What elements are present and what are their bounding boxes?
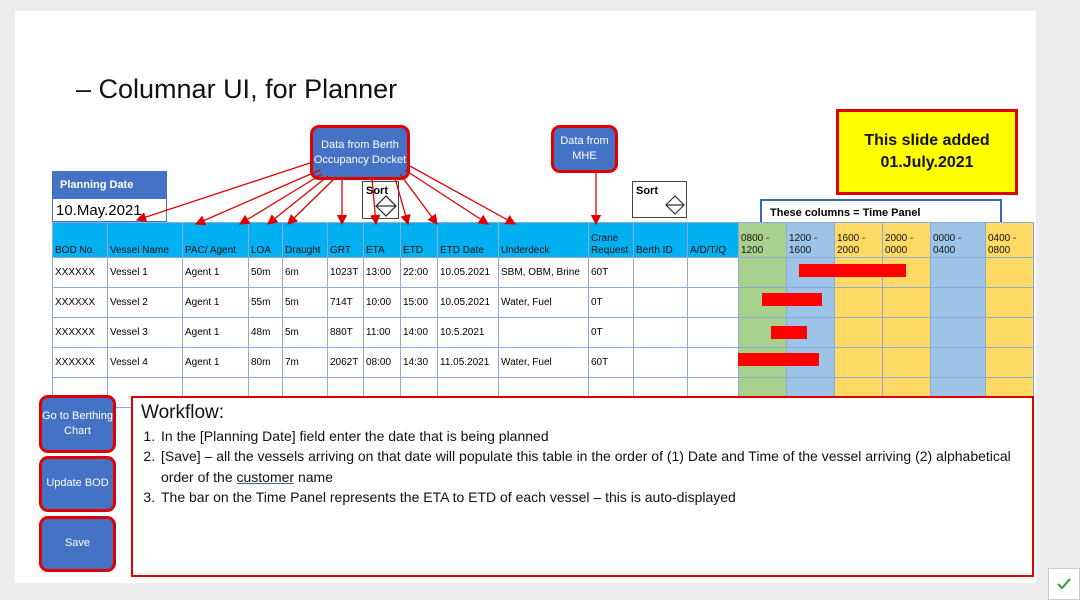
workflow-step-1: 1. In the [Planning Date] field enter the date that is being planned [159, 426, 1024, 446]
callout-mhe: Data from MHE [551, 125, 618, 173]
cell-loa: 48m [249, 318, 283, 348]
cell-etd-date: 10.05.2021 [438, 288, 499, 318]
cell-agent: Agent 1 [183, 288, 249, 318]
cell-bod: XXXXXX [53, 318, 108, 348]
time-bar-vessel-2 [762, 293, 822, 306]
time-bar-vessel-4 [738, 353, 819, 366]
time-cell [883, 288, 931, 318]
sort-label: Sort [366, 185, 388, 197]
col-time-0400: 0400 - 0800 [986, 223, 1034, 258]
cell-etd: 22:00 [401, 258, 438, 288]
table-row[interactable] [53, 288, 1034, 318]
workflow-step-2-end: name [294, 468, 333, 485]
cell-crane: 60T [589, 258, 634, 288]
workflow-step-2-customer: customer [236, 468, 295, 485]
col-grt[interactable]: GRT [328, 223, 364, 258]
cell-grt: 880T [328, 318, 364, 348]
cell-loa: 55m [249, 288, 283, 318]
col-etd-date[interactable]: ETD Date [438, 223, 499, 258]
cell-grt: 2062T [328, 348, 364, 378]
col-time-0800: 0800 - 1200 [739, 223, 787, 258]
update-bod-button[interactable]: Update BOD [39, 456, 116, 512]
cell-bod: XXXXXX [53, 258, 108, 288]
workflow-step-2-text: [Save] – all the vessels arriving on that date will populate this table in the order of (1) Date and Time of the vessel arriving (2) alphabetical order of the [161, 448, 1011, 485]
cell-adtq [688, 258, 739, 288]
cell-bod: XXXXXX [53, 348, 108, 378]
table-row[interactable] [53, 348, 1034, 378]
goto-berthing-chart-button[interactable]: Go to Berthing Chart [39, 395, 116, 453]
time-bar-vessel-3 [771, 326, 807, 339]
cell-loa: 50m [249, 258, 283, 288]
col-time-1200: 1200 - 1600 [787, 223, 835, 258]
cell-etd: 15:00 [401, 288, 438, 318]
cell-etd-date: 10.05.2021 [438, 258, 499, 288]
time-panel-label: These columns = Time Panel [760, 199, 1002, 226]
cell-etd-date: 11.05.2021 [438, 348, 499, 378]
cell-crane: 0T [589, 318, 634, 348]
cell-draught: 5m [283, 318, 328, 348]
sort-diamond-icon [665, 195, 685, 215]
time-bar-vessel-1 [799, 264, 906, 277]
cell-crane: 60T [589, 348, 634, 378]
col-bod-no[interactable]: BOD No. [53, 223, 108, 258]
time-cell [739, 258, 787, 288]
time-cell [986, 318, 1034, 348]
time-cell [931, 258, 986, 288]
workflow-steps [141, 426, 1024, 507]
cell-vessel: Vessel 4 [108, 348, 183, 378]
time-cell [986, 288, 1034, 318]
cell-agent: Agent 1 [183, 318, 249, 348]
cell-crane: 0T [589, 288, 634, 318]
workflow-step-3: 3. The bar on the Time Panel represents the ETA to ETD of each vessel – this is auto-displayed [159, 487, 1024, 507]
cell-agent: Agent 1 [183, 348, 249, 378]
sort-diamond-icon [375, 195, 397, 217]
workflow-box [131, 396, 1034, 577]
time-cell [931, 348, 986, 378]
cell-underdeck: SBM, OBM, Brine [499, 258, 589, 288]
planning-date-label: Planning Date [52, 171, 167, 198]
table-row[interactable] [53, 318, 1034, 348]
sort-button-crane[interactable] [632, 181, 687, 218]
cell-underdeck: Water, Fuel [499, 348, 589, 378]
cell-grt: 1023T [328, 258, 364, 288]
col-time-2000: 2000 - 0000 [883, 223, 931, 258]
cell-vessel: Vessel 3 [108, 318, 183, 348]
cell-draught: 6m [283, 258, 328, 288]
table-header-row [53, 223, 1034, 258]
check-button[interactable] [1048, 568, 1080, 600]
col-crane-request[interactable]: Crane Request [589, 223, 634, 258]
cell-eta: 13:00 [364, 258, 401, 288]
check-icon [1056, 576, 1072, 592]
page-title: – Columnar UI, for Planner [76, 74, 398, 104]
cell-grt: 714T [328, 288, 364, 318]
cell-etd: 14:30 [401, 348, 438, 378]
cell-adtq [688, 348, 739, 378]
col-time-1600: 1600 - 2000 [835, 223, 883, 258]
workflow-step-2 [159, 446, 1024, 487]
time-cell [883, 348, 931, 378]
sort-button-eta[interactable] [362, 181, 399, 219]
cell-vessel: Vessel 1 [108, 258, 183, 288]
cell-eta: 11:00 [364, 318, 401, 348]
col-berth-id[interactable]: Berth ID [634, 223, 688, 258]
sort-label: Sort [636, 185, 658, 197]
cell-etd-date: 10.5.2021 [438, 318, 499, 348]
cell-loa: 80m [249, 348, 283, 378]
slide-added-note: This slide added 01.July.2021 [836, 109, 1018, 195]
cell-bod: XXXXXX [53, 288, 108, 318]
cell-agent: Agent 1 [183, 258, 249, 288]
time-cell [883, 318, 931, 348]
save-button[interactable]: Save [39, 516, 116, 572]
col-time-0000: 0000 - 0400 [931, 223, 986, 258]
time-cell [835, 318, 883, 348]
cell-berth [634, 348, 688, 378]
col-draught[interactable]: Draught [283, 223, 328, 258]
cell-underdeck: Water, Fuel [499, 288, 589, 318]
cell-etd: 14:00 [401, 318, 438, 348]
time-cell [986, 348, 1034, 378]
time-cell [835, 288, 883, 318]
cell-adtq [688, 318, 739, 348]
time-cell [931, 318, 986, 348]
col-adtq[interactable]: A/D/T/Q [688, 223, 739, 258]
time-cell [986, 258, 1034, 288]
workflow-heading: Workflow: [141, 402, 225, 423]
col-eta[interactable]: ETA [364, 223, 401, 258]
col-pac-agent[interactable]: PAC/ Agent [183, 223, 249, 258]
planning-date-field[interactable]: 10.May.2021 [52, 198, 167, 222]
time-cell [835, 348, 883, 378]
vessel-table [52, 222, 1034, 408]
col-loa[interactable]: LOA [249, 223, 283, 258]
cell-berth [634, 258, 688, 288]
cell-berth [634, 288, 688, 318]
cell-draught: 5m [283, 288, 328, 318]
cell-berth [634, 318, 688, 348]
col-etd[interactable]: ETD [401, 223, 438, 258]
cell-vessel: Vessel 2 [108, 288, 183, 318]
cell-eta: 08:00 [364, 348, 401, 378]
col-vessel-name[interactable]: Vessel Name [108, 223, 183, 258]
callout-berth-occupancy: Data from Berth Occupancy Docket [310, 125, 410, 180]
cell-adtq [688, 288, 739, 318]
cell-underdeck [499, 318, 589, 348]
time-cell [931, 288, 986, 318]
cell-eta: 10:00 [364, 288, 401, 318]
col-underdeck[interactable]: Underdeck [499, 223, 589, 258]
cell-draught: 7m [283, 348, 328, 378]
